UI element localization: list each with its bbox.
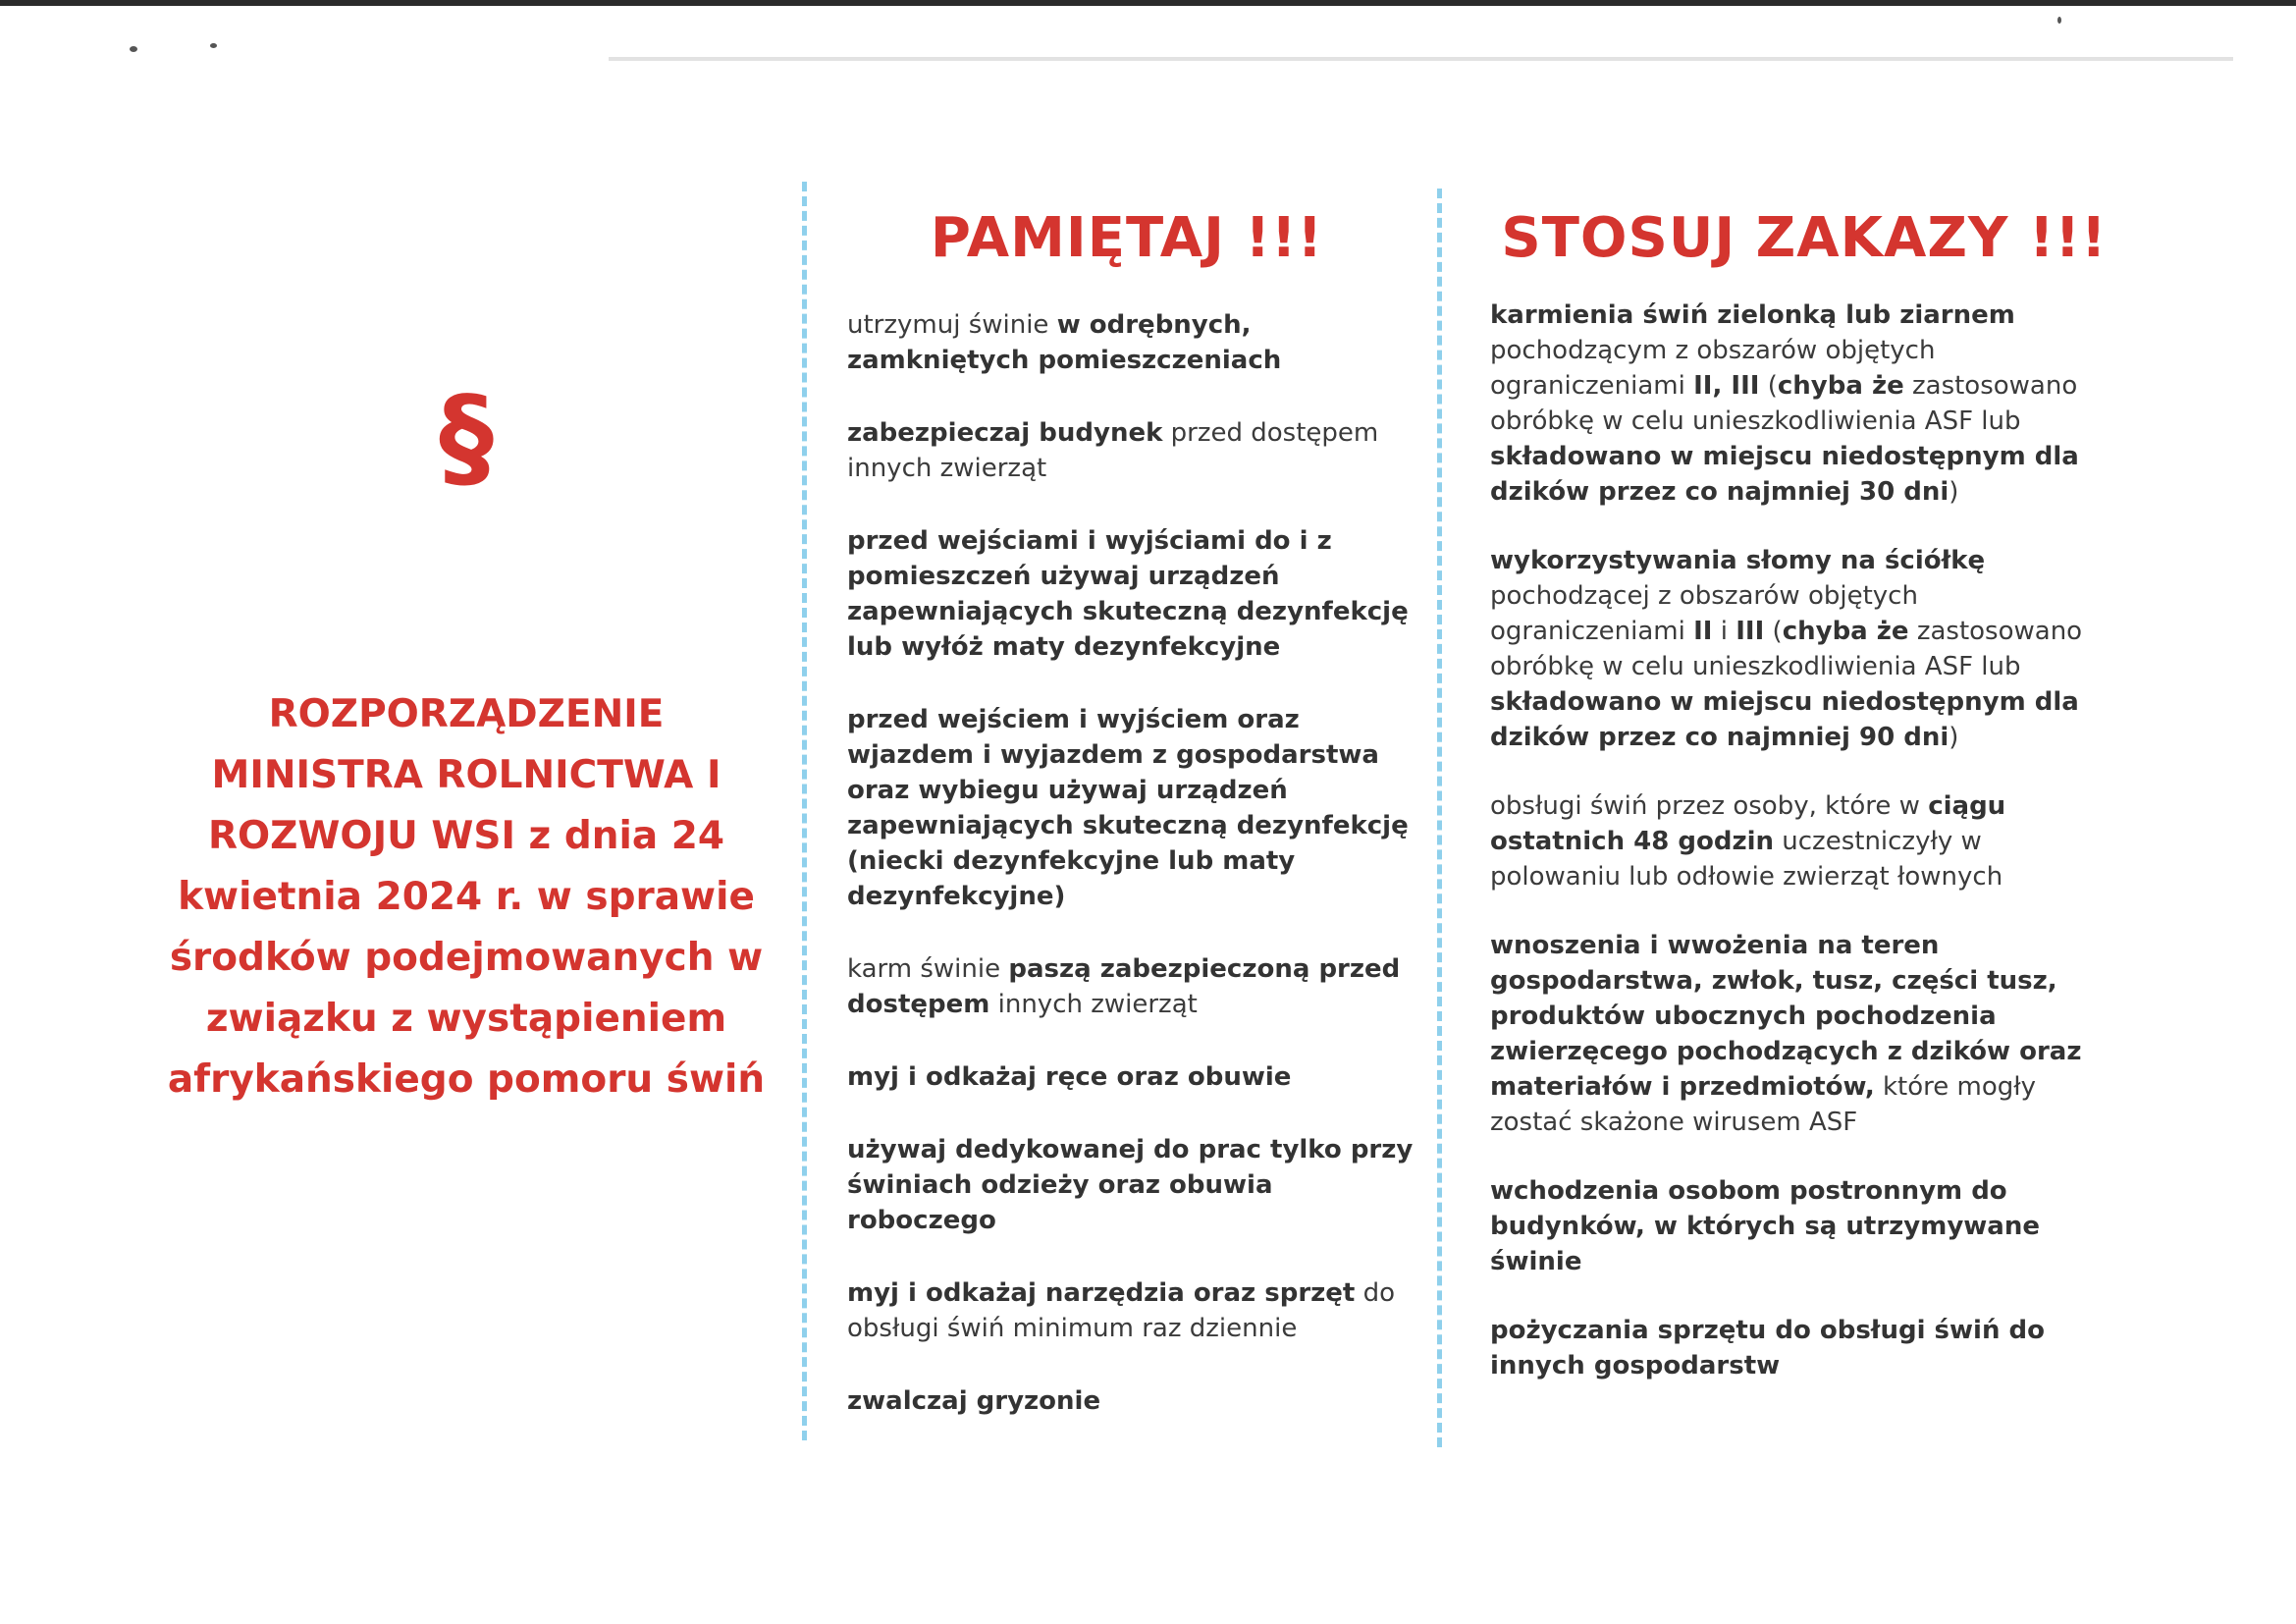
item-text: )	[1949, 477, 1959, 507]
remember-item	[847, 1275, 1426, 1346]
remember-item	[847, 702, 1426, 914]
prohibitions-list	[1490, 298, 2118, 1383]
item-text: obsługi świń przez osoby, które w	[1490, 791, 1929, 821]
remember-item	[847, 523, 1426, 665]
item-text-bold: karmienia świń zielonką lub ziarnem	[1490, 300, 2015, 330]
item-text-bold: składowano w miejscu niedostępnym dla dzików przez co najmniej 30 dni	[1490, 442, 2079, 507]
prohibitions-heading: STOSUJ ZAKAZY !!!	[1501, 206, 2108, 270]
prohibition-item	[1490, 543, 2118, 755]
decree-title: ROZPORZĄDZENIE MINISTRA ROLNICTWA I ROZWOJU WSI z dnia 24 kwietnia 2024 r. w sprawie środków podejmowanych w związku z wystąpieniem afrykańskiego pomoru świń	[167, 692, 766, 1102]
scan-speck	[130, 46, 137, 52]
item-text: )	[1949, 723, 1959, 752]
remember-panel	[847, 206, 1426, 1456]
item-text: i	[1712, 617, 1736, 646]
item-text: uczestniczyły w polowaniu lub odłowie zwierząt łownych	[1490, 827, 2003, 892]
item-text-bold: przed wejściami i wyjściami do i z pomieszczeń używaj urządzeń zapewniających skuteczną dezynfekcję lub wyłóż maty dezynfekcyjne	[847, 526, 1409, 662]
column-divider-right	[1437, 189, 1442, 1447]
item-text: karm świnie	[847, 954, 1009, 984]
item-text: innych zwierząt	[989, 990, 1198, 1019]
item-text: zastosowano obróbkę w celu unieszkodliwienia ASF lub	[1490, 371, 2078, 436]
prohibition-item	[1490, 1313, 2118, 1383]
item-text-bold: przed wejściem i wyjściem oraz wjazdem i wyjazdem z gospodarstwa oraz wybiegu używaj urządzeń zapewniających skuteczną dezynfekcję (niecki dezynfekcyjne lub maty dezynfekcyjne)	[847, 705, 1409, 911]
scan-top-edge	[0, 0, 2296, 6]
column-divider-left	[802, 182, 807, 1440]
item-text-bold: zwalczaj gryzonie	[847, 1386, 1101, 1416]
remember-item	[847, 415, 1426, 486]
item-text-bold: pożyczania sprzętu do obsługi świń do innych gospodarstw	[1490, 1316, 2045, 1380]
item-text-bold: II	[1693, 617, 1713, 646]
item-text-bold: myj i odkażaj ręce oraz obuwie	[847, 1062, 1292, 1092]
scan-speck	[210, 43, 217, 48]
scan-fold-line	[609, 57, 2233, 61]
item-text-bold: paszą zabezpieczoną przed dostępem	[847, 954, 1401, 1019]
item-text-bold: zabezpieczaj budynek	[847, 418, 1163, 448]
remember-item	[847, 1059, 1426, 1095]
item-text-bold: ciągu ostatnich 48 godzin	[1490, 791, 2006, 856]
prohibitions-panel	[1490, 206, 2118, 1417]
item-text: utrzymuj świnie	[847, 310, 1057, 340]
section-sign-icon: §	[439, 374, 494, 502]
item-text: do obsługi świń minimum raz dziennie	[847, 1278, 1396, 1343]
item-text-bold: myj i odkażaj narzędzia oraz sprzęt	[847, 1278, 1356, 1308]
item-text-bold: w odrębnych, zamkniętych pomieszczeniach	[847, 310, 1282, 375]
decree-panel	[167, 374, 766, 1110]
remember-heading: PAMIĘTAJ !!!	[930, 206, 1324, 270]
item-text-bold: wykorzystywania słomy na ściółkę	[1490, 546, 1986, 575]
prohibition-item	[1490, 788, 2118, 894]
item-text: (	[1764, 617, 1783, 646]
item-text-bold: składowano w miejscu niedostępnym dla dzików przez co najmniej 90 dni	[1490, 687, 2079, 752]
item-text-bold: wchodzenia osobom postronnym do budynków, w których są utrzymywane świnie	[1490, 1176, 2040, 1276]
item-text-bold: chyba że	[1777, 371, 1904, 401]
item-text-bold: II, III	[1693, 371, 1760, 401]
item-text: zastosowano obróbkę w celu unieszkodliwienia ASF lub	[1490, 617, 2083, 681]
item-text: pochodzącej z obszarów objętych ograniczeniami	[1490, 581, 1918, 646]
item-text: pochodzącym z obszarów objętych ograniczeniami	[1490, 336, 1936, 401]
item-text-bold: chyba że	[1782, 617, 1909, 646]
remember-list	[847, 307, 1426, 1419]
prohibition-item	[1490, 928, 2118, 1140]
remember-item	[847, 307, 1426, 378]
remember-item	[847, 1383, 1426, 1419]
remember-item	[847, 951, 1426, 1022]
prohibition-item	[1490, 298, 2118, 510]
item-text-bold: wnoszenia i wwożenia na teren gospodarstwa, zwłok, tusz, części tusz, produktów ubocznych pochodzenia zwierzęcego pochodzących z dzików oraz materiałów i przedmiotów,	[1490, 931, 2082, 1102]
item-text-bold: III	[1735, 617, 1765, 646]
item-text-bold: używaj dedykowanej do prac tylko przy świniach odzieży oraz obuwia roboczego	[847, 1135, 1414, 1235]
item-text: przed dostępem innych zwierząt	[847, 418, 1379, 483]
item-text: (	[1759, 371, 1778, 401]
item-text: które mogły zostać skażone wirusem ASF	[1490, 1072, 2037, 1137]
remember-item	[847, 1132, 1426, 1238]
prohibition-item	[1490, 1173, 2118, 1279]
scan-speck	[2057, 17, 2061, 24]
